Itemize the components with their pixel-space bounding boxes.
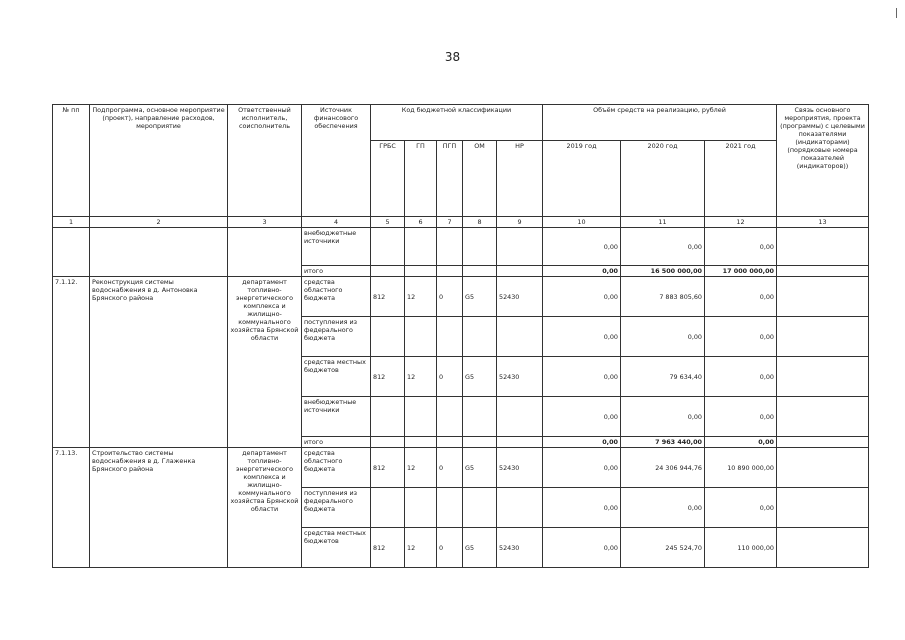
table-row — [53, 448, 869, 488]
cell-om: G5 — [463, 357, 497, 397]
cell-source: средства местных бюджетов — [302, 528, 371, 568]
cell-pgp: 0 — [437, 448, 463, 488]
cell-2019: 0,00 — [543, 266, 621, 277]
col-number: 6 — [405, 217, 437, 228]
header-2020: 2020 год — [621, 141, 705, 217]
cell-2019: 0,00 — [543, 528, 621, 568]
cell-2019: 0,00 — [543, 317, 621, 357]
header-link: Связь основного мероприятия, проекта (программы) с целевыми показателями (индикаторами) (порядковые номера показателей (индикаторов)) — [777, 105, 869, 217]
cell-np — [497, 437, 543, 448]
cell-2020: 0,00 — [621, 397, 705, 437]
cell-executor — [228, 228, 302, 277]
column-numbers-row — [53, 217, 869, 228]
cell-link — [777, 317, 869, 357]
cell-2021: 10 890 000,00 — [705, 448, 777, 488]
cell-grbs — [371, 317, 405, 357]
cell-executor: департамент топливно-энергетического комплекса и жилищно-коммунального хозяйства Брянской области — [228, 277, 302, 448]
cell-num: 7.1.13. — [53, 448, 90, 568]
cell-grbs — [371, 488, 405, 528]
cell-source: средства областного бюджета — [302, 277, 371, 317]
cell-gp: 12 — [405, 277, 437, 317]
header-volume: Объём средств на реализацию, рублей — [543, 105, 777, 141]
header-gp: ГП — [405, 141, 437, 217]
cell-source: поступления из федерального бюджета — [302, 488, 371, 528]
cell-2021: 0,00 — [705, 317, 777, 357]
cell-gp — [405, 437, 437, 448]
cell-2021: 0,00 — [705, 488, 777, 528]
cell-2021: 0,00 — [705, 357, 777, 397]
cell-2019: 0,00 — [543, 277, 621, 317]
cell-2019: 0,00 — [543, 437, 621, 448]
page-number: 38 — [444, 50, 461, 64]
cell-om — [463, 397, 497, 437]
header-om: ОМ — [463, 141, 497, 217]
cell-num — [53, 228, 90, 277]
cell-2021: 0,00 — [705, 437, 777, 448]
cell-grbs — [371, 437, 405, 448]
cell-2020: 245 524,70 — [621, 528, 705, 568]
cell-np: 52430 — [497, 357, 543, 397]
table-row — [53, 228, 869, 266]
cell-om — [463, 437, 497, 448]
cell-link — [777, 228, 869, 266]
cell-program: Строительство системы водоснабжения в д. Глаженка Брянского района — [90, 448, 228, 568]
cell-grbs — [371, 397, 405, 437]
cell-pgp — [437, 437, 463, 448]
cell-2020: 16 500 000,00 — [621, 266, 705, 277]
cell-2021: 110 000,00 — [705, 528, 777, 568]
cell-gp: 12 — [405, 448, 437, 488]
cell-2019: 0,00 — [543, 357, 621, 397]
cell-link — [777, 437, 869, 448]
header-grbs: ГРБС — [371, 141, 405, 217]
cell-source: внебюджетные источники — [302, 228, 371, 266]
header-source: Источник финансового обеспечения — [302, 105, 371, 217]
scan-edge-mark — [896, 8, 897, 18]
cell-grbs: 812 — [371, 528, 405, 568]
cell-pgp: 0 — [437, 277, 463, 317]
cell-executor: департамент топливно-энергетического комплекса и жилищно-коммунального хозяйства Брянской области — [228, 448, 302, 568]
cell-grbs: 812 — [371, 277, 405, 317]
cell-link — [777, 277, 869, 317]
col-number: 2 — [90, 217, 228, 228]
col-number: 10 — [543, 217, 621, 228]
cell-code — [497, 228, 543, 266]
cell-om — [463, 317, 497, 357]
cell-gp: 12 — [405, 357, 437, 397]
cell-np — [497, 397, 543, 437]
cell-pgp — [437, 488, 463, 528]
cell-np: 52430 — [497, 448, 543, 488]
cell-pgp: 0 — [437, 357, 463, 397]
col-number: 9 — [497, 217, 543, 228]
cell-link — [777, 528, 869, 568]
table-row — [53, 277, 869, 317]
cell-code — [405, 266, 437, 277]
cell-2021: 0,00 — [705, 228, 777, 266]
cell-source: итого — [302, 437, 371, 448]
cell-grbs: 812 — [371, 357, 405, 397]
cell-code — [497, 266, 543, 277]
cell-link — [777, 266, 869, 277]
cell-code — [405, 228, 437, 266]
cell-source: итого — [302, 266, 371, 277]
cell-source: поступления из федерального бюджета — [302, 317, 371, 357]
cell-2020: 7 883 805,60 — [621, 277, 705, 317]
cell-grbs: 812 — [371, 448, 405, 488]
cell-pgp: 0 — [437, 528, 463, 568]
cell-gp — [405, 317, 437, 357]
header-executor: Ответственный исполнитель, соисполнитель — [228, 105, 302, 217]
cell-link — [777, 357, 869, 397]
cell-np: 52430 — [497, 277, 543, 317]
cell-gp: 12 — [405, 528, 437, 568]
col-number: 4 — [302, 217, 371, 228]
cell-gp — [405, 488, 437, 528]
header-np: НР — [497, 141, 543, 217]
header-2021: 2021 год — [705, 141, 777, 217]
cell-2020: 0,00 — [621, 317, 705, 357]
cell-2021: 0,00 — [705, 397, 777, 437]
cell-om — [463, 488, 497, 528]
cell-source: средства местных бюджетов — [302, 357, 371, 397]
budget-table — [52, 104, 869, 568]
cell-pgp — [437, 397, 463, 437]
col-number: 12 — [705, 217, 777, 228]
col-number: 7 — [437, 217, 463, 228]
cell-program — [90, 228, 228, 277]
cell-code — [463, 266, 497, 277]
cell-2020: 7 963 440,00 — [621, 437, 705, 448]
col-number: 1 — [53, 217, 90, 228]
cell-code — [437, 228, 463, 266]
col-number: 13 — [777, 217, 869, 228]
cell-code — [371, 228, 405, 266]
cell-2019: 0,00 — [543, 488, 621, 528]
cell-np — [497, 488, 543, 528]
header-num: № пп — [53, 105, 90, 217]
cell-link — [777, 397, 869, 437]
cell-source: средства областного бюджета — [302, 448, 371, 488]
cell-2020: 79 634,40 — [621, 357, 705, 397]
cell-2019: 0,00 — [543, 228, 621, 266]
cell-link — [777, 488, 869, 528]
cell-om: G5 — [463, 277, 497, 317]
cell-link — [777, 448, 869, 488]
cell-2021: 0,00 — [705, 277, 777, 317]
cell-code — [371, 266, 405, 277]
cell-num: 7.1.12. — [53, 277, 90, 448]
header-budget-code: Код бюджетной классификации — [371, 105, 543, 141]
cell-2020: 0,00 — [621, 488, 705, 528]
col-number: 5 — [371, 217, 405, 228]
cell-code — [437, 266, 463, 277]
cell-om: G5 — [463, 528, 497, 568]
header-row-1 — [53, 105, 869, 141]
cell-np — [497, 317, 543, 357]
cell-2020: 24 306 944,76 — [621, 448, 705, 488]
col-number: 8 — [463, 217, 497, 228]
header-2019: 2019 год — [543, 141, 621, 217]
header-pgp: ПГП — [437, 141, 463, 217]
col-number: 3 — [228, 217, 302, 228]
cell-pgp — [437, 317, 463, 357]
cell-om: G5 — [463, 448, 497, 488]
cell-np: 52430 — [497, 528, 543, 568]
cell-source: внебюджетные источники — [302, 397, 371, 437]
cell-2021: 17 000 000,00 — [705, 266, 777, 277]
cell-2020: 0,00 — [621, 228, 705, 266]
cell-2019: 0,00 — [543, 397, 621, 437]
header-program: Подпрограмма, основное мероприятие (проект), направление расходов, мероприятие — [90, 105, 228, 217]
cell-code — [463, 228, 497, 266]
cell-gp — [405, 397, 437, 437]
cell-2019: 0,00 — [543, 448, 621, 488]
cell-program: Реконструкция системы водоснабжения в д. Антоновка Брянского района — [90, 277, 228, 448]
col-number: 11 — [621, 217, 705, 228]
